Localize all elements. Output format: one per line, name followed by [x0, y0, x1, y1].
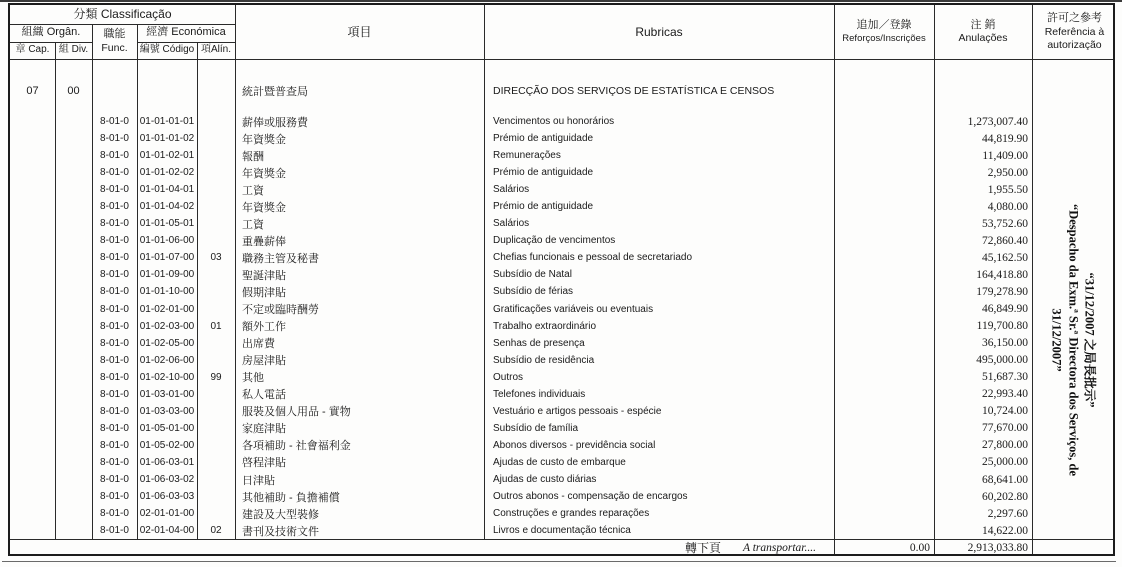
cell-rubrica: Subsídio de família	[493, 422, 579, 434]
cell-anulacao: 1,955.50	[987, 183, 1028, 196]
authorization-reference	[1049, 170, 1098, 510]
table-row	[10, 164, 1113, 181]
cell-alin	[197, 266, 235, 283]
header-func-pt: Func.	[101, 41, 128, 54]
cell-anulacao: 495,000.00	[976, 354, 1028, 367]
cell-anulacao: 60,202.80	[982, 490, 1028, 503]
header-div: 組 Div.	[58, 44, 89, 56]
cell-item: 工資	[242, 218, 264, 231]
cell-alin	[197, 335, 235, 352]
cell-anulacao: 72,860.40	[982, 234, 1028, 247]
cell-alin	[197, 147, 235, 164]
table-row	[10, 301, 1113, 318]
scan-edge-bottom	[2, 561, 1116, 562]
cell-alin	[197, 232, 235, 249]
cell-func: 8-01-0	[100, 439, 129, 451]
authorization-line-zh: “31/12/2007 之局長批示”	[1082, 272, 1097, 408]
cell-anulacao: 27,800.00	[982, 439, 1028, 452]
header-referencia-pt2: autorização	[1047, 38, 1102, 51]
cell-func: 8-01-0	[100, 252, 129, 264]
header-rubricas: Rubricas	[635, 24, 683, 39]
cell-rubrica: Subsídio de Natal	[493, 269, 572, 281]
table-row	[10, 249, 1113, 266]
cell-item: 薪俸或服務費	[242, 116, 308, 129]
cell-func: 8-01-0	[100, 320, 129, 332]
cell-func: 8-01-0	[100, 491, 129, 503]
table-row	[10, 386, 1113, 403]
cell-item: 出席費	[242, 338, 275, 351]
department-row	[10, 82, 1113, 100]
cell-item: 年資獎金	[242, 201, 286, 214]
total-reforcos: 0.00	[909, 541, 930, 554]
table-row	[10, 198, 1113, 215]
cell-rubrica: Prémio de antiguidade	[493, 133, 594, 145]
cell-alin	[197, 215, 235, 232]
cell-cap: 07	[26, 85, 39, 97]
cell-item: 日津貼	[242, 474, 275, 487]
table-row	[10, 437, 1113, 454]
table-row	[10, 266, 1113, 283]
table-row	[10, 352, 1113, 369]
cell-item: 私人電話	[242, 389, 286, 402]
cell-item: 啓程津貼	[242, 457, 286, 470]
cell-rubrica: Trabalho extraordinário	[493, 320, 597, 332]
table-row	[10, 420, 1113, 437]
cell-rubrica: Gratificações variáveis ou eventuais	[493, 303, 654, 315]
cell-alin	[197, 505, 235, 522]
department-name-zh: 統計暨普查局	[242, 86, 308, 98]
cell-func: 8-01-0	[100, 354, 129, 366]
table-row	[10, 335, 1113, 352]
carry-forward-label	[10, 539, 834, 556]
cell-func: 8-01-0	[100, 201, 129, 213]
header-organ: 組織 Orgân.	[21, 26, 81, 39]
cell-rubrica: Duplicação de vencimentos	[493, 235, 616, 247]
cell-codigo: 01-02-03-00	[139, 320, 195, 332]
cell-item: 聖誕津貼	[242, 269, 286, 282]
cell-anulacao: 25,000.00	[982, 456, 1028, 469]
table-row	[10, 403, 1113, 420]
cell-div: 00	[67, 85, 80, 97]
cell-codigo: 01-01-07-00	[139, 252, 195, 264]
cell-item: 假期津貼	[242, 286, 286, 299]
cell-func: 8-01-0	[100, 150, 129, 162]
cell-rubrica: Salários	[493, 184, 530, 196]
cell-item: 年資獎金	[242, 167, 286, 180]
cell-alin	[197, 283, 235, 300]
table-row	[10, 318, 1113, 335]
cell-anulacao: 10,724.00	[982, 405, 1028, 418]
cell-anulacao: 4,080.00	[987, 200, 1028, 213]
cell-alin	[197, 386, 235, 403]
cell-alin	[197, 164, 235, 181]
table-row	[10, 147, 1113, 164]
cell-item: 建設及大型裝修	[242, 508, 319, 521]
cell-rubrica: Ajudas de custo diárias	[493, 474, 597, 485]
budget-table	[8, 3, 1115, 556]
table-row	[10, 283, 1113, 300]
cell-codigo: 01-05-02-00	[139, 439, 195, 451]
cell-alin: 02	[210, 525, 222, 537]
cell-item: 重疊薪俸	[242, 235, 286, 248]
cell-alin	[197, 471, 235, 488]
cell-codigo: 01-01-01-01	[139, 116, 195, 128]
header-economica: 經濟 Económica	[146, 26, 226, 39]
cell-func: 8-01-0	[100, 116, 129, 128]
header-referencia	[1032, 5, 1117, 59]
carry-forward-pt: A transportar....	[743, 541, 816, 554]
table-row	[10, 232, 1113, 249]
cell-func: 8-01-0	[100, 133, 129, 145]
cell-anulacao: 179,278.90	[976, 285, 1028, 298]
cell-func: 8-01-0	[100, 371, 129, 383]
cell-rubrica: Construções e grandes reparações	[493, 508, 650, 520]
cell-codigo: 01-01-01-02	[139, 133, 195, 145]
cell-rubrica: Salários	[493, 218, 530, 230]
header-alin: 項Alín.	[200, 44, 231, 56]
cell-alin	[197, 198, 235, 215]
cell-codigo: 01-02-05-00	[139, 337, 195, 349]
table-row	[10, 369, 1113, 386]
cell-rubrica: Remunerações	[493, 150, 561, 162]
cell-anulacao: 119,700.80	[976, 320, 1028, 333]
table-row	[10, 488, 1113, 505]
table-row	[10, 113, 1113, 130]
cell-alin	[197, 420, 235, 437]
header-func-zh: 職能	[103, 28, 126, 41]
cell-func: 8-01-0	[100, 235, 129, 247]
cell-anulacao: 44,819.90	[982, 132, 1028, 145]
cell-rubrica: Prémio de antiguidade	[493, 167, 594, 179]
cell-codigo: 01-01-02-02	[139, 167, 195, 179]
cell-item: 年資獎金	[242, 133, 286, 146]
cell-rubrica: Ajudas de custo de embarque	[493, 456, 626, 468]
cell-codigo: 01-06-03-03	[139, 491, 195, 503]
table-body	[10, 113, 1113, 539]
cell-alin: 01	[210, 320, 222, 332]
cell-func: 8-01-0	[100, 422, 129, 434]
cell-func: 8-01-0	[100, 525, 129, 537]
total-anulacoes: 2,913,033.80	[967, 541, 1028, 554]
cell-anulacao: 46,849.90	[982, 303, 1028, 316]
header-reforcos-pt: Reforços/Inscrições	[842, 32, 926, 44]
cell-item: 額外工作	[242, 321, 286, 334]
cell-anulacao: 53,752.60	[982, 217, 1028, 230]
cell-func: 8-01-0	[100, 286, 129, 298]
cell-rubrica: Vencimentos ou honorários	[493, 116, 615, 128]
cell-alin	[197, 301, 235, 318]
header-reforcos	[834, 5, 934, 59]
cell-alin	[197, 403, 235, 420]
cell-codigo: 01-01-04-02	[139, 201, 195, 213]
cell-func: 8-01-0	[100, 508, 129, 520]
cell-alin	[197, 352, 235, 369]
table-row	[10, 454, 1113, 471]
cell-codigo: 01-01-04-01	[139, 184, 195, 196]
cell-anulacao: 2,950.00	[987, 166, 1028, 179]
cell-func: 8-01-0	[100, 456, 129, 468]
grid-line	[10, 59, 1113, 60]
cell-codigo: 01-01-05-01	[139, 218, 195, 230]
table-row	[10, 505, 1113, 522]
header-reforcos-zh: 追加／登錄	[856, 19, 912, 32]
cell-codigo: 01-01-09-00	[139, 269, 195, 281]
cell-anulacao: 1,273,007.40	[967, 115, 1028, 128]
cell-item: 服裝及個人用品 - 實物	[242, 406, 351, 419]
cell-codigo: 01-06-03-01	[139, 456, 195, 468]
cell-alin	[197, 130, 235, 147]
cell-anulacao: 68,641.00	[982, 473, 1028, 486]
cell-alin	[197, 181, 235, 198]
cell-codigo: 01-05-01-00	[139, 422, 195, 434]
cell-item: 報酬	[242, 150, 264, 163]
cell-codigo: 01-02-06-00	[139, 354, 195, 366]
table-row	[10, 471, 1113, 488]
cell-item: 其他補助 - 負擔補償	[242, 491, 340, 504]
cell-func: 8-01-0	[100, 184, 129, 196]
cell-rubrica: Subsídio de férias	[493, 286, 574, 298]
cell-anulacao: 22,993.40	[982, 388, 1028, 401]
cell-func: 8-01-0	[100, 269, 129, 281]
cell-alin: 03	[210, 252, 222, 264]
table-row	[10, 130, 1113, 147]
cell-codigo: 01-01-02-01	[139, 150, 195, 162]
cell-anulacao: 14,622.00	[982, 524, 1028, 537]
cell-rubrica: Telefones individuais	[493, 388, 586, 400]
cell-codigo: 01-06-03-02	[139, 474, 195, 485]
cell-rubrica: Outros abonos - compensação de encargos	[493, 491, 688, 503]
cell-rubrica: Vestuário e artigos pessoais - espécie	[493, 405, 662, 417]
header-referencia-zh: 許可之參考	[1047, 12, 1102, 24]
cell-item: 職務主管及秘書	[242, 252, 319, 265]
cell-rubrica: Livros e documentação técnica	[493, 525, 631, 537]
authorization-line-pt1: “Despacho da Exm.ª Sr.ª Directora dos Serviços, de	[1066, 203, 1081, 477]
table-row	[10, 522, 1113, 539]
cell-func: 8-01-0	[100, 388, 129, 400]
cell-codigo: 02-01-01-00	[139, 508, 195, 520]
header-codigo: 編號 Código	[139, 44, 195, 56]
department-name-pt: DIRECÇÃO DOS SERVIÇOS DE ESTATÍSTICA E CENSOS	[493, 85, 775, 97]
cell-alin	[197, 437, 235, 454]
carry-forward-zh: 轉下頁	[685, 541, 722, 555]
cell-codigo: 01-01-06-00	[139, 235, 195, 247]
cell-func: 8-01-0	[100, 474, 129, 485]
table-row	[10, 181, 1113, 198]
cell-alin	[197, 113, 235, 130]
cell-rubrica: Outros	[493, 371, 524, 383]
cell-rubrica: Chefias funcionais e pessoal de secretariado	[493, 252, 693, 264]
header-anulacoes-pt: Anulações	[958, 32, 1008, 45]
cell-func: 8-01-0	[100, 337, 129, 349]
cell-alin: 99	[210, 371, 222, 383]
header-classification: 分類 Classificação	[73, 7, 172, 21]
cell-func: 8-01-0	[100, 218, 129, 230]
cell-item: 家庭津貼	[242, 423, 286, 436]
cell-codigo: 01-02-01-00	[139, 303, 195, 315]
cell-anulacao: 51,687.30	[982, 371, 1028, 384]
table-row	[10, 215, 1113, 232]
cell-anulacao: 77,670.00	[982, 422, 1028, 435]
cell-codigo: 01-03-01-00	[139, 388, 195, 400]
cell-item: 各項補助 - 社會福利金	[242, 440, 351, 453]
cell-item: 房屋津貼	[242, 355, 286, 368]
cell-anulacao: 164,418.80	[976, 268, 1028, 281]
cell-anulacao: 36,150.00	[982, 337, 1028, 350]
cell-func: 8-01-0	[100, 167, 129, 179]
authorization-line-pt2: 31/12/2007”	[1049, 308, 1064, 372]
header-itens: 項目	[347, 24, 372, 39]
cell-codigo: 02-01-04-00	[139, 525, 195, 537]
cell-rubrica: Abonos diversos - previdência social	[493, 439, 656, 451]
cell-item: 不定或臨時酬勞	[242, 304, 319, 317]
cell-alin	[197, 488, 235, 505]
cell-item: 書刊及技術文件	[242, 525, 319, 538]
carry-forward-row	[10, 539, 1113, 556]
cell-item: 工資	[242, 184, 264, 197]
header-anulacoes	[934, 5, 1032, 59]
cell-codigo: 01-03-03-00	[139, 405, 195, 417]
cell-codigo: 01-01-10-00	[139, 286, 195, 298]
cell-rubrica: Prémio de antiguidade	[493, 201, 594, 213]
cell-anulacao: 45,162.50	[982, 251, 1028, 264]
header-anulacoes-zh: 注 銷	[970, 18, 996, 31]
cell-func: 8-01-0	[100, 303, 129, 315]
scan-edge-top	[0, 0, 1122, 2]
cell-rubrica: Senhas de presença	[493, 337, 585, 349]
cell-func: 8-01-0	[100, 405, 129, 417]
cell-rubrica: Subsídio de residência	[493, 354, 595, 366]
header-func	[92, 24, 137, 59]
header-referencia-pt1: Referência à	[1044, 25, 1105, 38]
cell-item: 其他	[242, 372, 264, 385]
cell-anulacao: 2,297.60	[987, 507, 1028, 520]
cell-anulacao: 11,409.00	[982, 149, 1028, 162]
cell-codigo: 01-02-10-00	[139, 371, 195, 383]
cell-alin	[197, 454, 235, 471]
header-cap: 章 Cap.	[15, 44, 50, 56]
